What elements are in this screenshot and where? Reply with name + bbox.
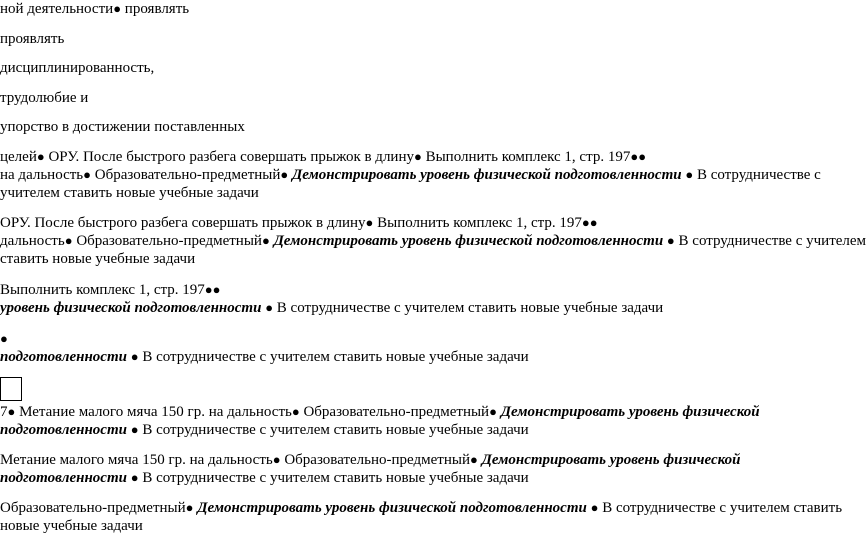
text-line-19: [0, 469, 529, 487]
bullet-icon: ●: [113, 1, 122, 16]
text: Метание малого мяча 150 гр. на дальность: [15, 404, 292, 420]
text: В сотрудничестве с учителем ставить новые учебные задачи: [138, 422, 529, 438]
text-line-20: [0, 499, 842, 517]
emphasis-text: подготовленности: [0, 349, 127, 365]
text-line-11: ставить новые учебные задачи: [0, 251, 196, 267]
bullet-icon: ●: [280, 167, 289, 182]
text: Образовательно-предметный: [72, 233, 262, 249]
bullet-icon: ●: [0, 331, 8, 346]
bullet-icon: ●: [64, 233, 73, 248]
bullet-icon: ●: [130, 422, 139, 437]
text-line-15: [0, 348, 529, 366]
bullet-icon: ●: [630, 149, 639, 164]
text-line-18: [0, 451, 740, 469]
text: целей: [0, 149, 37, 165]
emphasis-text: Демонстрировать уровень физической: [496, 404, 760, 420]
bullet-icon: ●: [204, 282, 213, 297]
emphasis-text: подготовленности: [0, 470, 127, 486]
text: Метание малого мяча 150 гр. на дальность: [0, 452, 273, 468]
text: В сотрудничестве с учителем ставить новые учебные задачи: [138, 349, 529, 365]
text-line-6: [0, 148, 646, 166]
text: ОРУ. После быстрого разбега совершать прыжок в длину: [0, 215, 366, 231]
text-line-5: упорство в достижении поставленных: [0, 119, 245, 135]
text-line-10: [0, 232, 866, 250]
text: ной деятельности: [0, 1, 114, 17]
bullet-icon: ●: [36, 149, 45, 164]
text: 7: [0, 404, 8, 420]
emphasis-text: уровень физической подготовленности: [0, 300, 262, 316]
bullet-icon: ●: [413, 149, 422, 164]
bullet-icon: ●: [589, 215, 598, 230]
text: В сотрудничестве с учителем ставить новые учебные задачи: [138, 470, 529, 486]
emphasis-text: подготовленности: [0, 422, 127, 438]
bullet-icon: ●: [185, 500, 194, 515]
bullet-icon: ●: [666, 233, 675, 248]
text: Выполнить комплекс 1, стр. 197: [373, 215, 582, 231]
text: Образовательно-предметный: [0, 500, 186, 516]
text-line-4: трудолюбие и: [0, 90, 89, 106]
text: ОРУ. После быстрого разбега совершать прыжок в длину: [44, 149, 414, 165]
bullet-icon: ●: [581, 215, 590, 230]
text-line-16: [0, 403, 760, 421]
text: Образовательно-предметный: [280, 452, 470, 468]
emphasis-text: Демонстрировать уровень физической подготовленности: [193, 500, 587, 516]
text-line-2: проявлять: [0, 31, 65, 47]
text: В сотрудничестве с учителем ставить: [598, 500, 843, 516]
text-line-9: [0, 214, 598, 232]
emphasis-text: Демонстрировать уровень физической подготовленности: [269, 233, 664, 249]
empty-cell-box: [0, 377, 22, 401]
text-line-8: учителем ставить новые учебные задачи: [0, 185, 259, 201]
bullet-icon: ●: [638, 149, 647, 164]
bullet-icon: ●: [261, 233, 270, 248]
bullet-icon: ●: [272, 452, 281, 467]
bullet-icon: ●: [469, 452, 478, 467]
text: проявлять: [121, 1, 190, 17]
text-line-17: [0, 421, 529, 439]
emphasis-text: Демонстрировать уровень физической подготовленности: [288, 167, 682, 183]
bullet-icon: ●: [291, 404, 300, 419]
bullet-icon: ●: [7, 404, 16, 419]
bullet-icon: ●: [489, 404, 497, 419]
bullet-icon: ●: [265, 300, 274, 315]
text: на дальность: [0, 167, 84, 183]
text: дальность: [0, 233, 65, 249]
bullet-icon: ●: [590, 500, 599, 515]
text-line-7: [0, 166, 821, 184]
bullet-icon: ●: [365, 215, 374, 230]
bullet-icon: ●: [130, 349, 139, 364]
text-line-12: [0, 281, 220, 299]
text-line-13: [0, 299, 663, 317]
text: Выполнить комплекс 1, стр. 197: [0, 282, 205, 298]
text: Образовательно-предметный: [91, 167, 281, 183]
text: В сотрудничестве с учителем: [674, 233, 866, 249]
text: В сотрудничестве с учителем ставить новые учебные задачи: [273, 300, 664, 316]
bullet-icon: ●: [130, 470, 139, 485]
bullet-icon: ●: [212, 282, 221, 297]
text-line-21: новые учебные задачи: [0, 518, 143, 534]
text-line-14: [0, 330, 8, 348]
bullet-icon: ●: [83, 167, 91, 182]
text: Образовательно-предметный: [299, 404, 490, 420]
text-line-1: [0, 0, 189, 18]
emphasis-text: Демонстрировать уровень физической: [477, 452, 741, 468]
text: В сотрудничестве с: [693, 167, 821, 183]
text-line-3: дисциплинированность,: [0, 60, 155, 76]
text: Выполнить комплекс 1, стр. 197: [421, 149, 631, 165]
bullet-icon: ●: [685, 167, 694, 182]
